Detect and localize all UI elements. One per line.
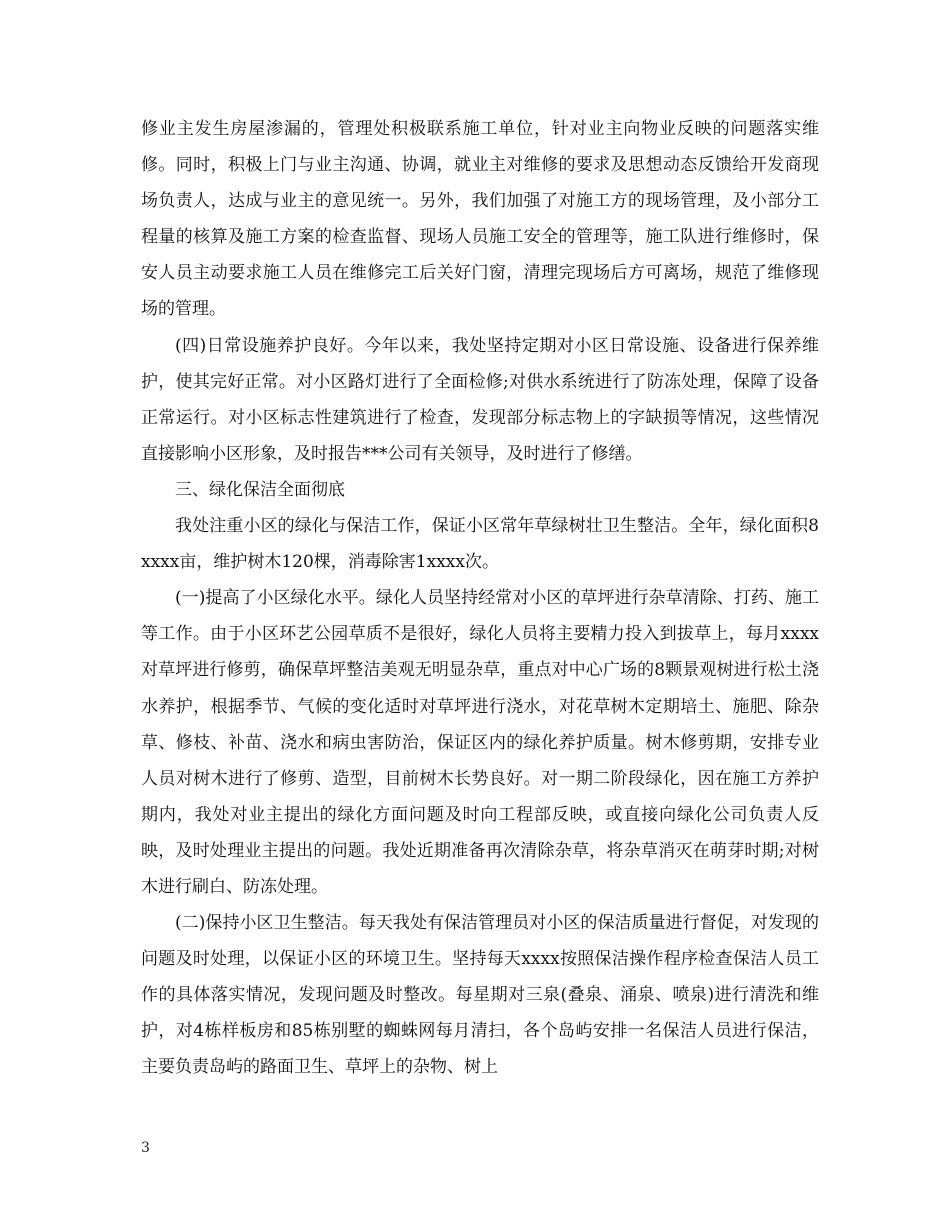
section-heading-greening-cleaning: 三、绿化保洁全面彻底 (175, 479, 345, 500)
paragraph-greening-overview: 我处注重小区的绿化与保洁工作，保证小区常年草绿树壮卫生整洁。全年，绿化面积8xxxx亩，维护树木120棵，消毒除害1xxxx次。 (141, 516, 819, 573)
paragraph-facility-maintenance: (四)日常设施养护良好。今年以来，我处坚持定期对小区日常设施、设备进行保养维护，使其完好正常。对小区路灯进行了全面检修;对供水系统进行了防冻处理，保障了设备正常运行。对小区标志性建筑进行了检查，发现部分标志物上的字缺损等情况，这些情况直接影响小区形象，及时报告***公司有关领导，及时进行了修缮。 (141, 335, 819, 464)
document-body (141, 111, 819, 1086)
page-number: 3 (141, 1140, 150, 1156)
paragraph-repair-management: 修业主发生房屋渗漏的，管理处积极联系施工单位，针对业主向物业反映的问题落实维修。同时，积极上门与业主沟通、协调，就业主对维修的要求及思想动态反馈给开发商现场负责人，达成与业主的意见统一。另外，我们加强了对施工方的现场管理，及小部分工程量的核算及施工方案的检查监督、现场人员施工安全的管理等，施工队进行维修时，保安人员主动要求施工人员在维修完工后关好门窗，清理完现场后方可离场，规范了维修现场的管理。 (141, 119, 819, 320)
paragraph-sanitation: (二)保持小区卫生整洁。每天我处有保洁管理员对小区的保洁质量进行督促，对发现的问题及时处理，以保证小区的环境卫生。坚持每天xxxx按照保洁操作程序检查保洁人员工作的具体落实情况，发现问题及时整改。每星期对三泉(叠泉、涌泉、喷泉)进行清洗和维护，对4栋样板房和85栋别墅的蜘蛛网每月清扫，各个岛屿安排一名保洁人员进行保洁，主要负责岛屿的路面卫生、草坪上的杂物、树上 (141, 913, 819, 1078)
paragraph-greening-level: (一)提高了小区绿化水平。绿化人员坚持经常对小区的草坪进行杂草清除、打药、施工等工作。由于小区环艺公园草质不是很好，绿化人员将主要精力投入到拔草上，每月xxxx对草坪进行修剪，确保草坪整洁美观无明显杂草，重点对中心广场的8颗景观树进行松土浇水养护，根据季节、气候的变化适时对草坪进行浇水，对花草树木定期培土、施肥、除杂草、修枝、补苗、浇水和病虫害防治，保证区内的绿化养护质量。树木修剪期，安排专业人员对树木进行了修剪、造型，目前树木长势良好。对一期二阶段绿化，因在施工方养护期内，我处对业主提出的绿化方面问题及时向工程部反映，或直接向绿化公司负责人反映，及时处理业主提出的问题。我处近期准备再次清除杂草，将杂草消灭在萌芽时期;对树木进行刷白、防冻处理。 (141, 588, 819, 897)
